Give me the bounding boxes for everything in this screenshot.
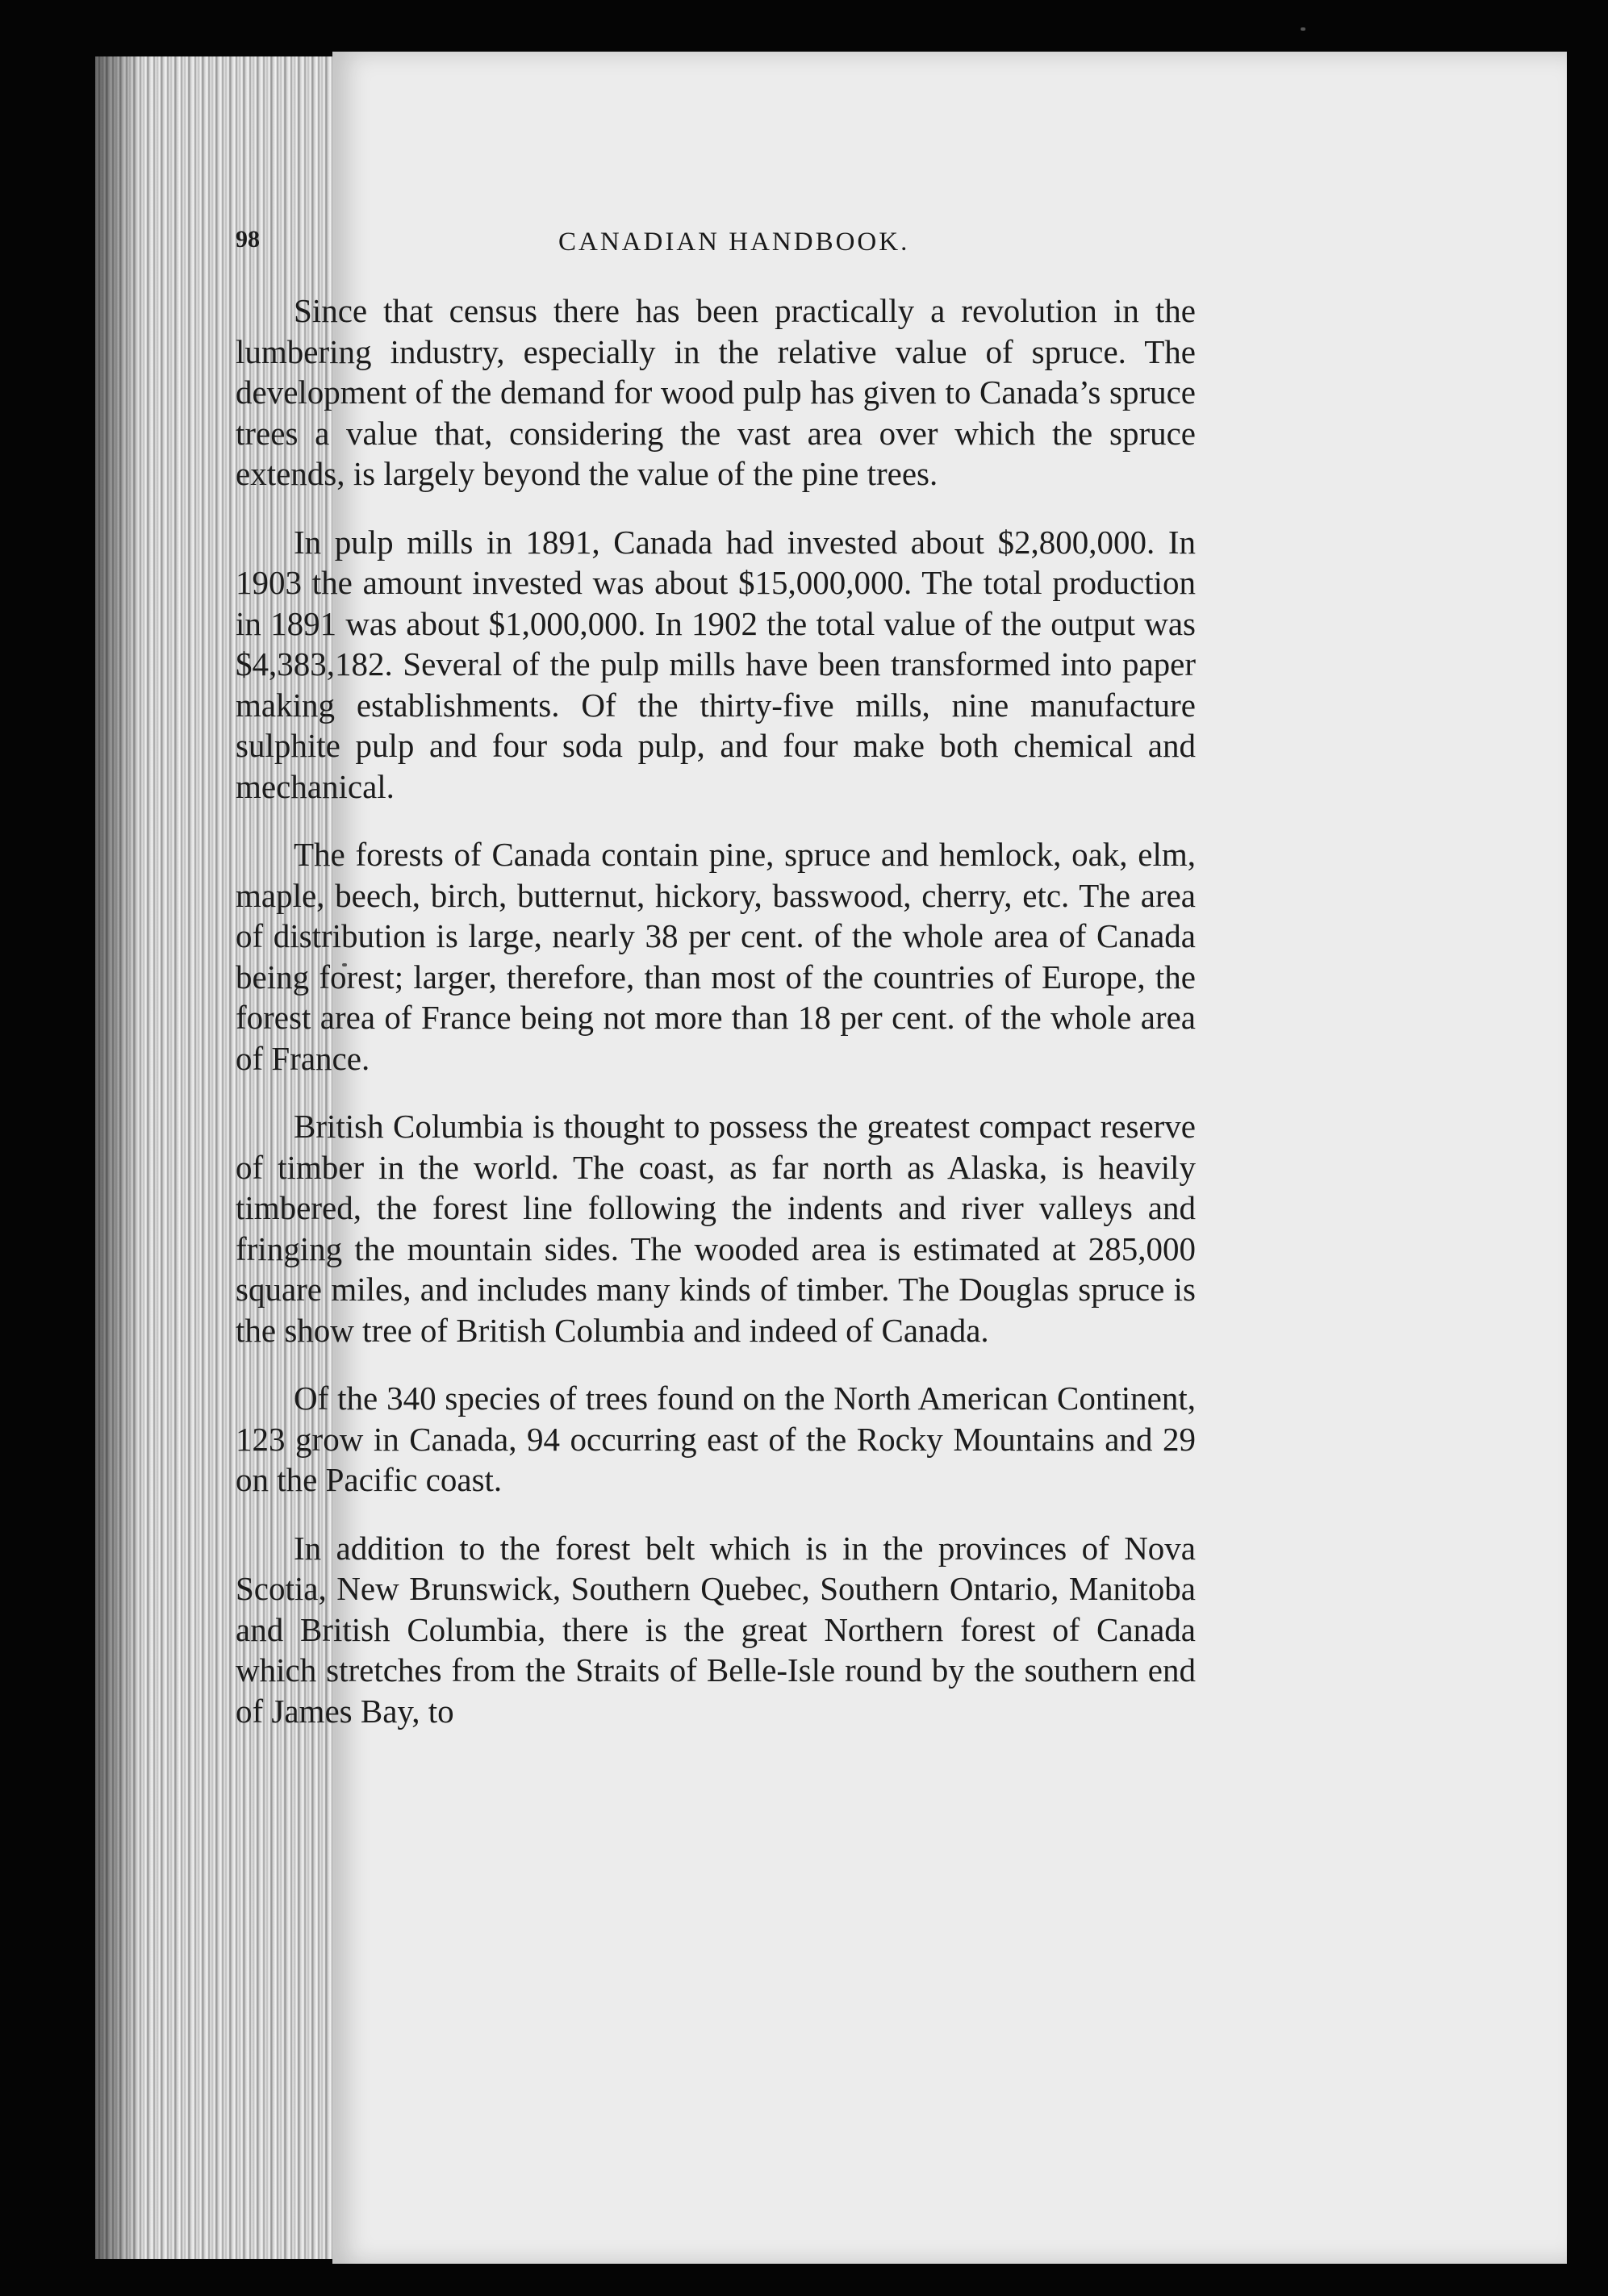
paragraph: The forests of Canada contain pine, spruce and hemlock, oak, elm, maple, beech, birch, butternut, hickory, basswood, cherry, etc. The area of distribution is large, nearly 38 per cent. of the whole area of Canada being forest; larger, therefore, than most of the countries of Europe, the forest area of France being not more than 18 per cent. of the whole area of France. <box>236 836 1196 1077</box>
paragraph: Since that census there has been practically a revolution in the lumbering industry, especially in the relative value of spruce. The development of the demand for wood pulp has given to Canada’s spruce trees a value that, considering the vast area over which the spruce extends, is largely beyond the value of the pine trees. <box>236 292 1196 492</box>
paragraph: Of the 340 species of trees found on the North American Continent, 123 grow in Canada, 94 occurring east of the Rocky Mountains and 29 on the Pacific coast. <box>236 1380 1196 1498</box>
running-header <box>236 226 1535 274</box>
page-content <box>236 226 1535 1759</box>
scan-speck <box>1301 27 1305 31</box>
page-number: 98 <box>236 226 260 253</box>
body-text <box>236 290 1196 1731</box>
paragraph: In pulp mills in 1891, Canada had invested about $2,800,000. In 1903 the amount invested was about $15,000,000. The total production in 1891 was about $1,000,000. In 1902 the total value of the output was $4,383,182. Several of the pulp mills have been transformed into paper making establishments. Of the thirty-five mills, nine manufacture sulphite pulp and four soda pulp, and four make both chemical and mechanical. <box>236 523 1196 805</box>
running-head-title: CANADIAN HANDBOOK. <box>558 228 910 257</box>
paragraph: British Columbia is thought to possess the greatest compact reserve of timber in the world. The coast, as far north as Alaska, is heavily timbered, the forest line following the indents and river valleys and fringing the mountain sides. The wooded area is estimated at 285,000 square miles, and includes many kinds of timber. The Douglas spruce is the show tree of British Columbia and indeed of Canada. <box>236 1108 1196 1349</box>
paragraph: In addition to the forest belt which is in the provinces of Nova Scotia, New Brunswick, Southern Quebec, Southern Ontario, Manitoba and British Columbia, there is the great Northern forest of Canada which stretches from the Straits of Belle-Isle round by the southern end of James Bay, to <box>236 1529 1196 1730</box>
